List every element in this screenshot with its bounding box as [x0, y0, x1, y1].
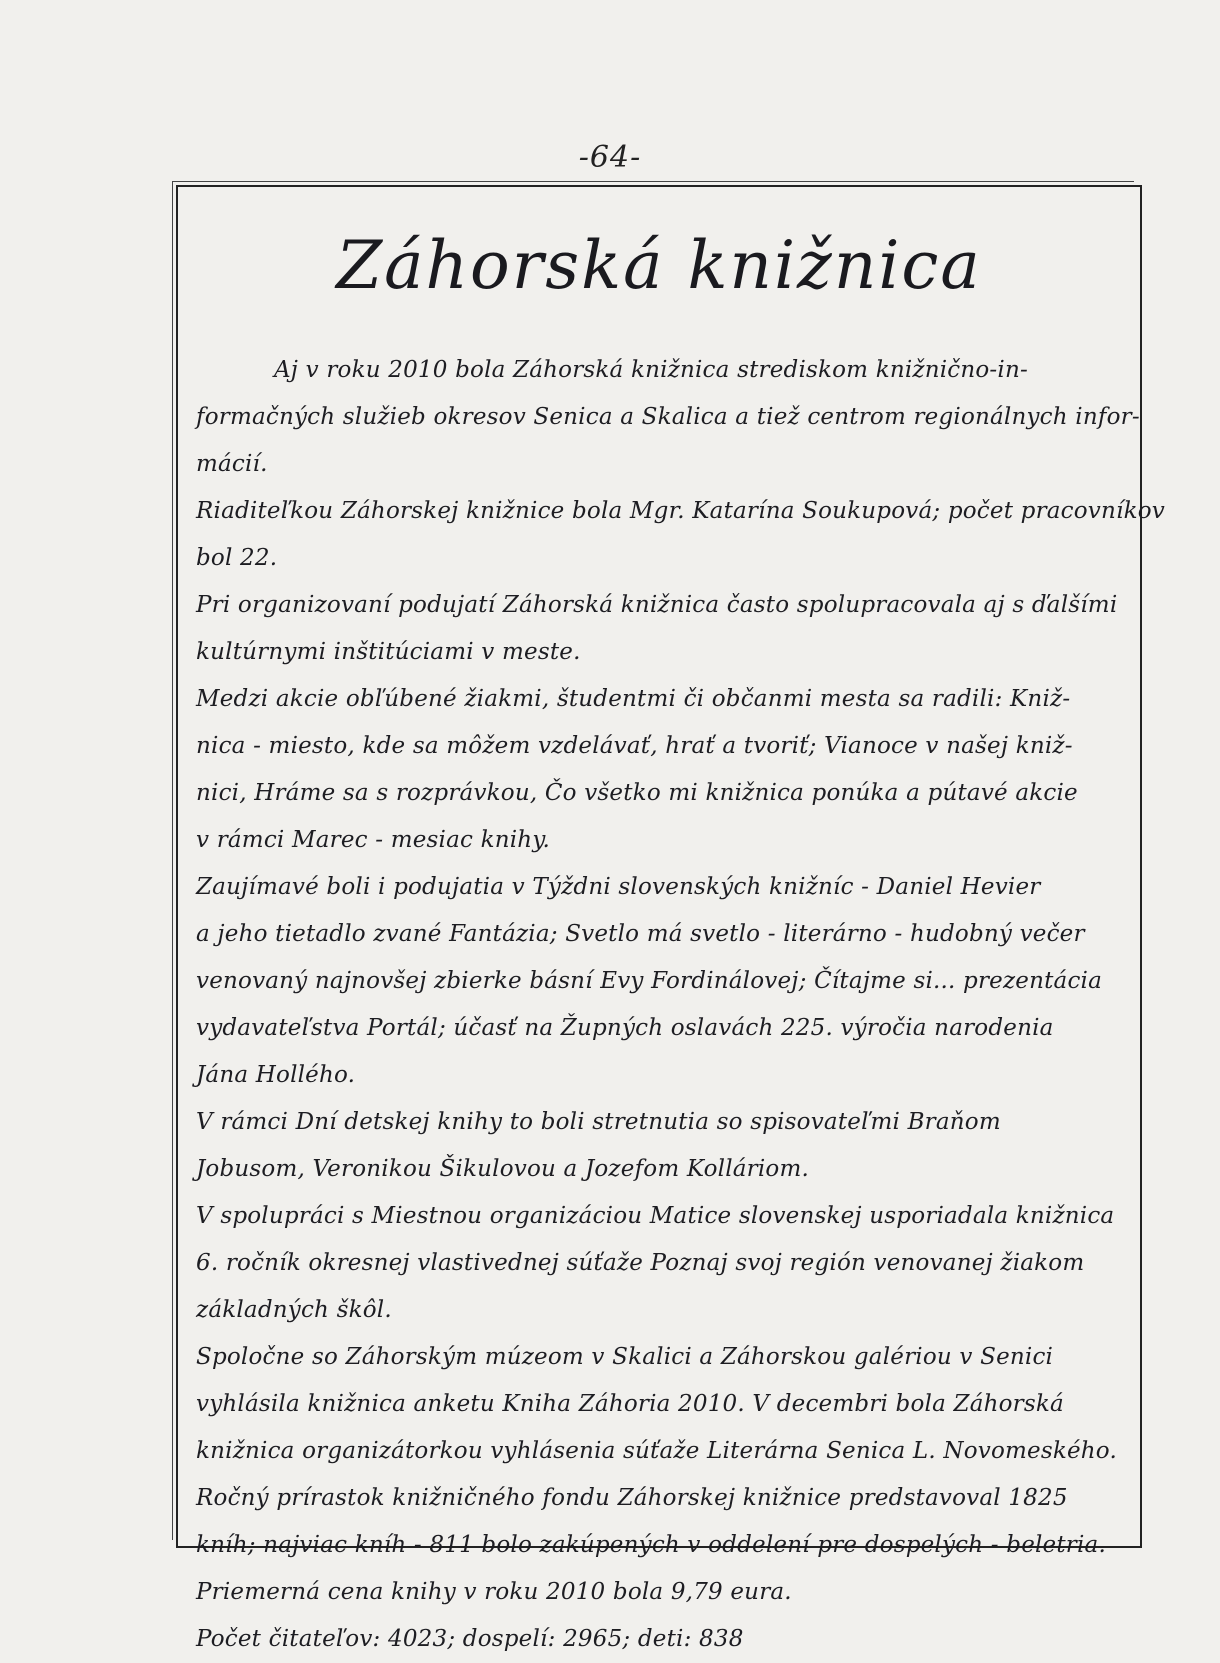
text-line: Ročný prírastok knižničného fondu Záhorskej knižnice predstavoval 1825	[196, 1485, 1068, 1511]
text-line: Aj v roku 2010 bola Záhorská knižnica strediskom knižnično-in-	[274, 357, 1028, 383]
text-line: v rámci Marec - mesiac knihy.	[196, 827, 550, 853]
text-line: V spolupráci s Miestnou organizáciou Matice slovenskej usporiadala knižnica	[196, 1203, 1115, 1229]
text-line: formačných služieb okresov Senica a Skalica a tiež centrom regionálnych infor-	[196, 404, 1140, 430]
text-line: kultúrnymi inštitúciami v meste.	[196, 639, 581, 665]
text-line: základných škôl.	[196, 1297, 392, 1323]
text-line: Jobusom, Veronikou Šikulovou a Jozefom Kolláriom.	[196, 1156, 809, 1182]
text-line: mácií.	[196, 451, 268, 477]
text-line: 6. ročník okresnej vlastivednej súťaže Poznaj svoj región venovanej žiakom	[196, 1250, 1085, 1276]
text-frame	[176, 185, 1165, 1652]
chronicle-text	[196, 347, 1165, 1663]
text-line: Zaujímavé boli i podujatia v Týždni slovenských knižníc - Daniel Hevier	[196, 874, 1041, 900]
page-title: Záhorská knižnica	[336, 227, 982, 304]
text-line: Priemerná cena knihy v roku 2010 bola 9,79 eura.	[196, 1579, 792, 1605]
text-line: Spoločne so Záhorským múzeom v Skalici a Záhorskou galériou v Senici	[196, 1344, 1054, 1370]
text-line: kníh; najviac kníh - 811 bolo zakúpených v oddelení pre dospelých - beletria.	[196, 1532, 1106, 1558]
text-line: knižnica organizátorkou vyhlásenia súťaže Literárna Senica L. Novomeského.	[196, 1438, 1117, 1464]
text-line: Riaditeľkou Záhorskej knižnice bola Mgr. Katarína Soukupová; počet pracovníkov	[196, 498, 1165, 524]
text-line: V rámci Dní detskej knihy to boli stretnutia so spisovateľmi Braňom	[196, 1109, 1001, 1135]
text-line: Medzi akcie obľúbené žiakmi, študentmi či občanmi mesta sa radili: Kniž-	[196, 686, 1071, 712]
text-line: nici, Hráme sa s rozprávkou, Čo všetko mi knižnica ponúka a pútavé akcie	[196, 780, 1078, 806]
text-line: venovaný najnovšej zbierke básní Evy Fordinálovej; Čítajme si... prezentácia	[196, 968, 1103, 994]
page-number: -64-	[578, 140, 642, 175]
text-line: Pri organizovaní podujatí Záhorská knižnica často spolupracovala aj s ďalšími	[196, 592, 1118, 618]
text-line: nica - miesto, kde sa môžem vzdelávať, hrať a tvoriť; Vianoce v našej kniž-	[196, 733, 1073, 759]
text-line: bol 22.	[196, 545, 278, 571]
text-line: a jeho tietadlo zvané Fantázia; Svetlo má svetlo - literárno - hudobný večer	[196, 921, 1085, 947]
text-line: vydavateľstva Portál; účasť na Župných oslavách 225. výročia narodenia	[196, 1015, 1054, 1041]
text-line: Počet čitateľov: 4023; dospelí: 2965; deti: 838	[196, 1626, 744, 1652]
text-line: vyhlásila knižnica anketu Kniha Záhoria 2010. V decembri bola Záhorská	[196, 1391, 1064, 1417]
text-line: Jána Hollého.	[196, 1062, 356, 1088]
